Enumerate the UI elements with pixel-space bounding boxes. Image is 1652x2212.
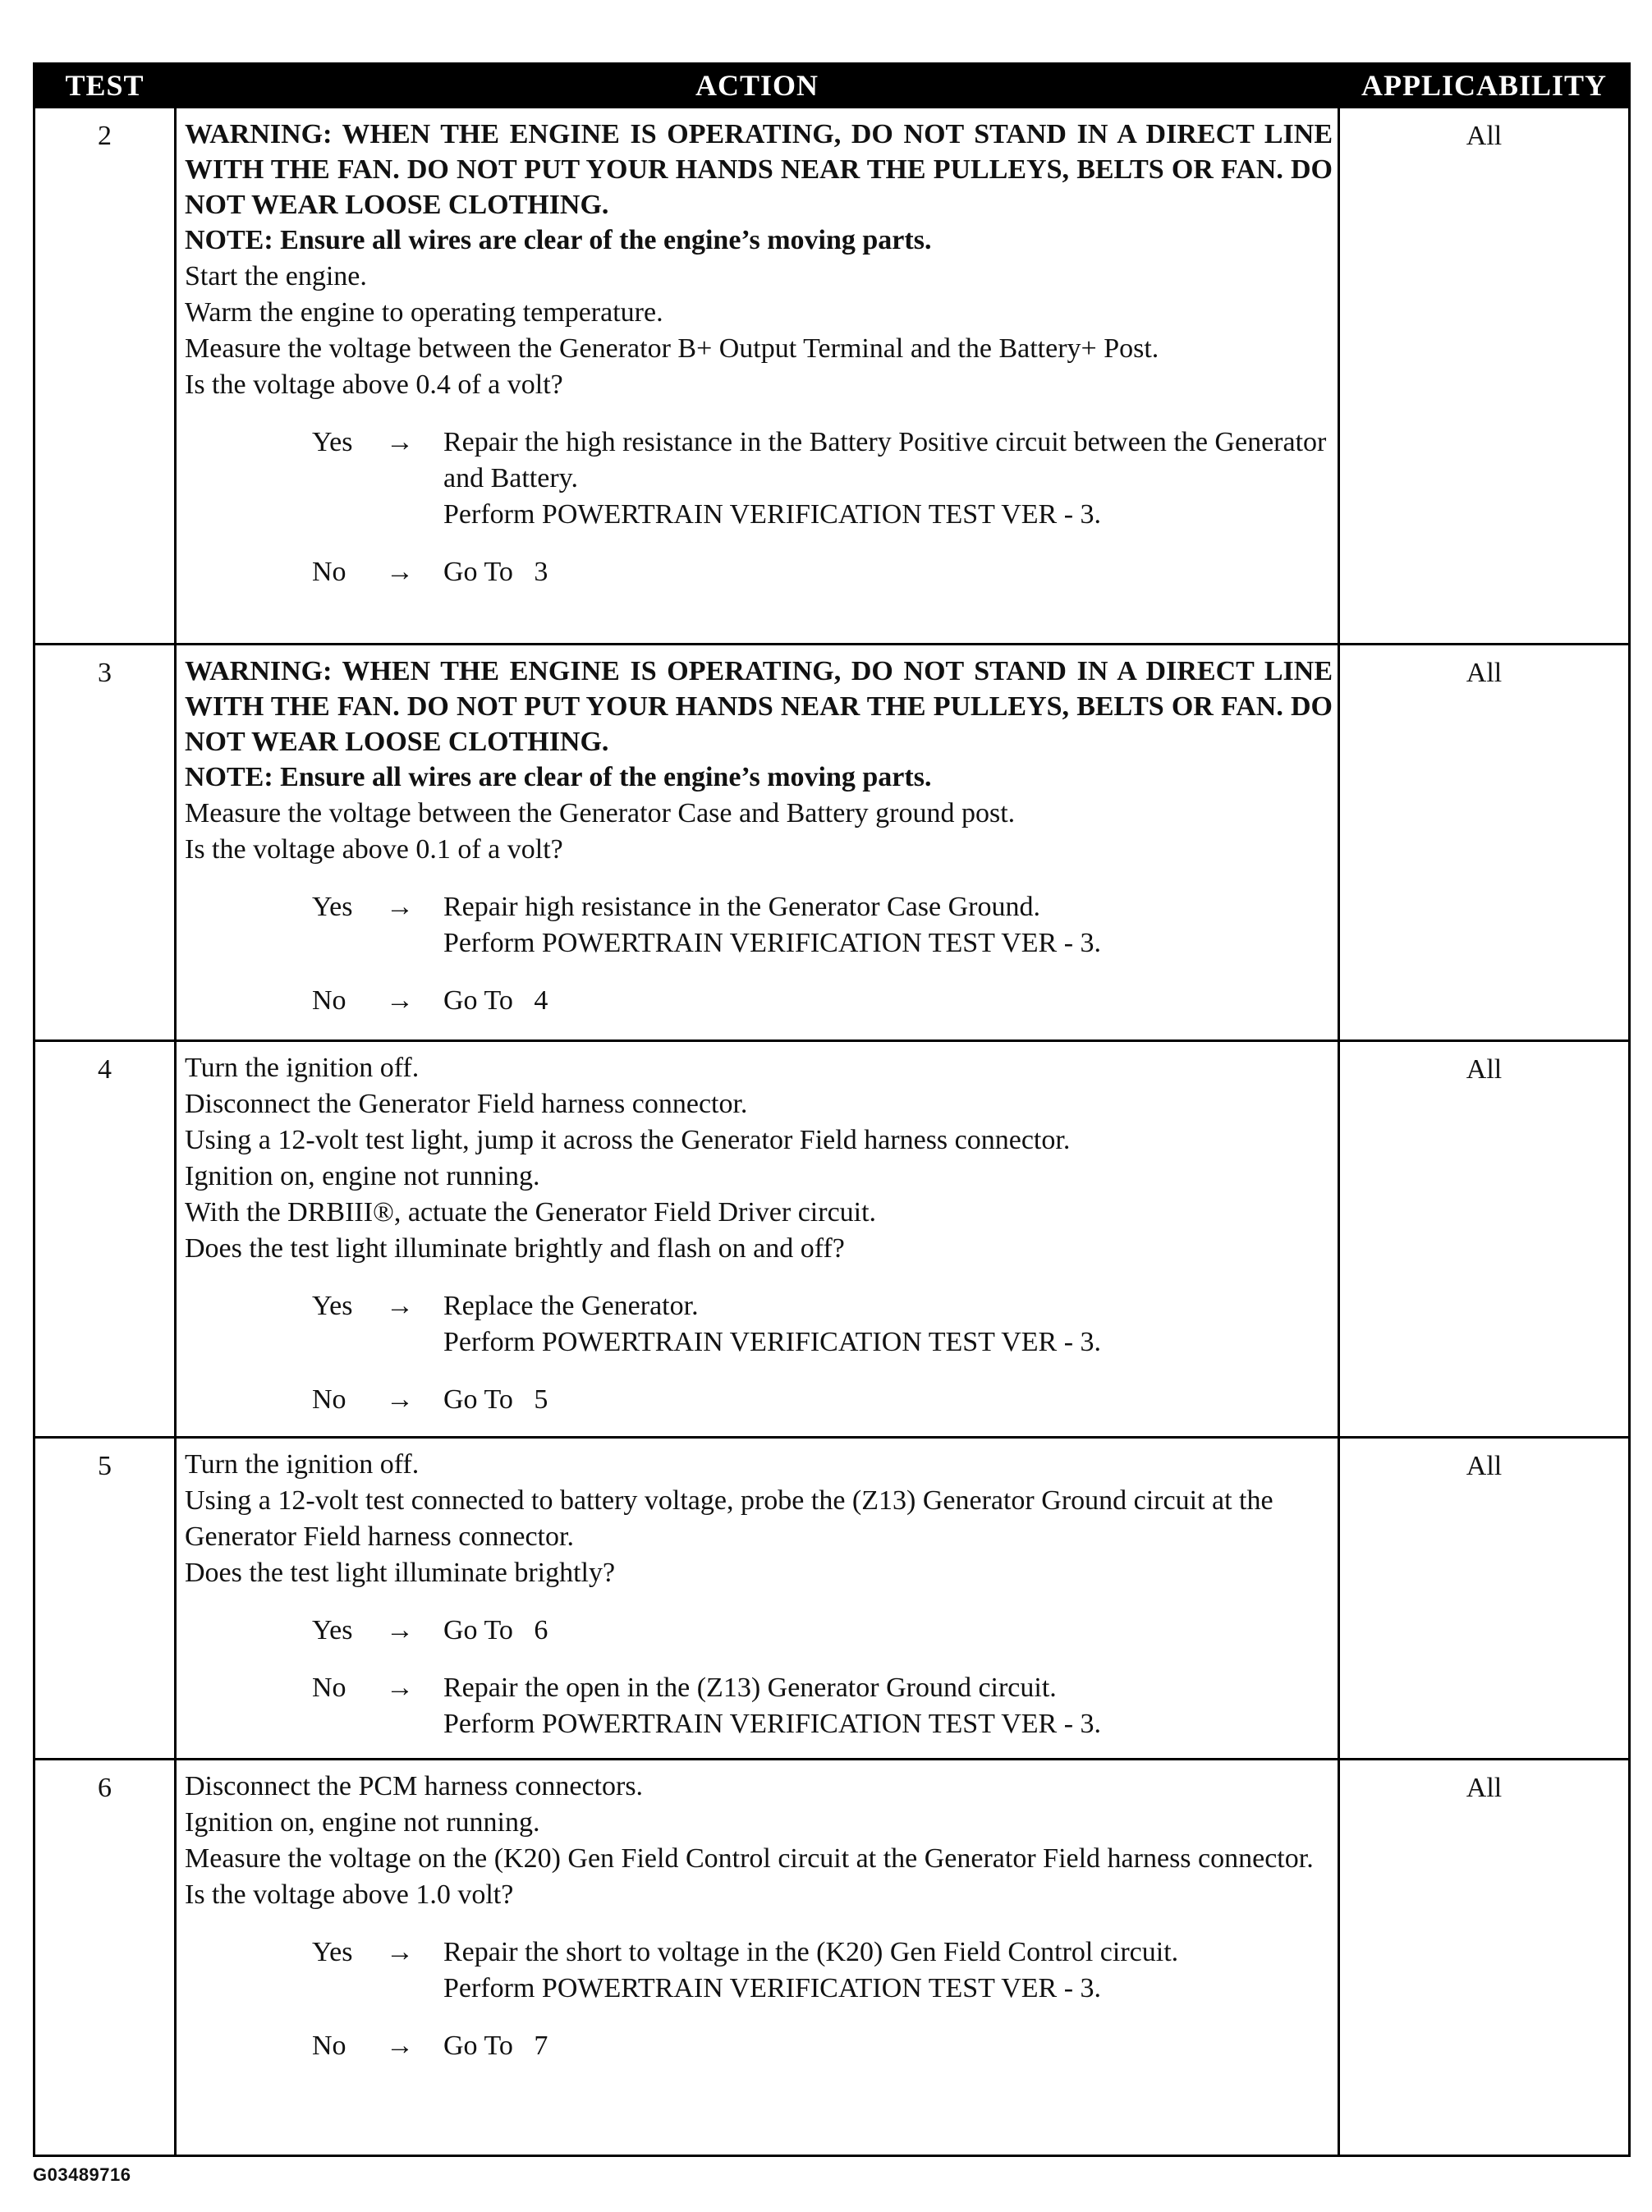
answer-no — [185, 1382, 1333, 1418]
test-number: 5 — [34, 1438, 176, 1760]
arrow-right-icon: → — [386, 985, 414, 1016]
answer-label: No — [312, 2031, 346, 2061]
answer-line: Go To 6 — [443, 1615, 548, 1645]
answer-no — [185, 554, 1333, 590]
test-number: 2 — [34, 108, 176, 645]
step-text: Is the voltage above 1.0 volt? — [185, 1879, 514, 1910]
step-text: Ignition on, engine not running. — [185, 1807, 540, 1838]
answer-label: Yes — [312, 892, 353, 922]
answer-line: Perform POWERTRAIN VERIFICATION TEST VER - 3. — [443, 1327, 1102, 1357]
answer-line: Repair the short to voltage in the (K20) Gen Field Control circuit. — [443, 1937, 1179, 1967]
applicability-value: All — [1339, 1438, 1630, 1760]
step-text: Turn the ignition off. — [185, 1449, 420, 1480]
answer-body — [443, 889, 1333, 961]
arrow-right-icon: → — [386, 2031, 414, 2061]
step-text: Measure the voltage between the Generator B+ Output Terminal and the Battery+ Post. — [185, 333, 1159, 364]
header-action: ACTION — [176, 64, 1339, 108]
table-row — [34, 1438, 1630, 1760]
action-cell — [176, 645, 1339, 1041]
answer-label: No — [312, 1384, 346, 1415]
table-row — [34, 1760, 1630, 2156]
answer-label: No — [312, 1673, 346, 1703]
action-cell — [176, 108, 1339, 645]
answer-line: Go To 7 — [443, 2031, 548, 2061]
answer-label: Yes — [312, 1615, 353, 1645]
warning-text: WARNING: WHEN THE ENGINE IS OPERATING, DO NOT STAND IN A DIRECT LINE WITH THE FAN. DO NOT PUT YOUR HANDS NEAR THE PULLEYS, BELTS OR FAN. DO NOT WEAR LOOSE CLOTHING. — [185, 119, 1333, 220]
step-text: Ignition on, engine not running. — [185, 1161, 540, 1191]
table-row — [34, 1041, 1630, 1438]
step-text: With the DRBIII®, actuate the Generator Field Driver circuit. — [185, 1197, 877, 1228]
arrow-right-icon: → — [386, 1384, 414, 1415]
answer-label: Yes — [312, 427, 353, 457]
answer-line: Perform POWERTRAIN VERIFICATION TEST VER - 3. — [443, 1973, 1102, 2003]
answer-body — [443, 1382, 1333, 1418]
header-applicability: APPLICABILITY — [1339, 64, 1630, 108]
answer-line: Go To 4 — [443, 985, 548, 1016]
answer-body — [443, 1934, 1333, 2007]
figure-code: G03489716 — [33, 2164, 131, 2185]
answer-yes — [185, 425, 1333, 533]
diagnostic-table — [33, 62, 1631, 2157]
step-text: Turn the ignition off. — [185, 1053, 420, 1083]
step-text: Is the voltage above 0.4 of a volt? — [185, 369, 563, 400]
arrow-right-icon: → — [386, 1291, 414, 1321]
answer-body — [443, 1670, 1333, 1742]
arrow-right-icon: → — [386, 1615, 414, 1645]
test-number: 4 — [34, 1041, 176, 1438]
step-text: Disconnect the PCM harness connectors. — [185, 1771, 644, 1801]
arrow-right-icon: → — [386, 1673, 414, 1703]
warning-text: WARNING: WHEN THE ENGINE IS OPERATING, DO NOT STAND IN A DIRECT LINE WITH THE FAN. DO NOT PUT YOUR HANDS NEAR THE PULLEYS, BELTS OR FAN. DO NOT WEAR LOOSE CLOTHING. — [185, 656, 1333, 757]
applicability-value: All — [1339, 108, 1630, 645]
answer-body — [443, 554, 1333, 590]
answer-yes — [185, 889, 1333, 961]
answer-line: Repair the high resistance in the Battery Positive circuit between the Generator and Battery. — [443, 427, 1333, 493]
answer-body — [443, 1288, 1333, 1361]
step-text: Start the engine. — [185, 261, 367, 291]
step-text: Warm the engine to operating temperature. — [185, 297, 663, 328]
answer-line: Repair the open in the (Z13) Generator Ground circuit. — [443, 1673, 1057, 1703]
answer-body — [443, 983, 1333, 1019]
answer-line: Perform POWERTRAIN VERIFICATION TEST VER - 3. — [443, 499, 1102, 530]
answer-line: Replace the Generator. — [443, 1291, 699, 1321]
table-body — [34, 108, 1630, 2156]
note-text: NOTE: Ensure all wires are clear of the engine’s moving parts. — [185, 225, 932, 255]
applicability-value: All — [1339, 1041, 1630, 1438]
step-text: Disconnect the Generator Field harness connector. — [185, 1089, 748, 1119]
header-test: TEST — [34, 64, 176, 108]
answer-line: Perform POWERTRAIN VERIFICATION TEST VER - 3. — [443, 1709, 1102, 1739]
test-number: 3 — [34, 645, 176, 1041]
answer-label: Yes — [312, 1937, 353, 1967]
table-row — [34, 108, 1630, 645]
step-text: Measure the voltage between the Generator Case and Battery ground post. — [185, 798, 1016, 828]
arrow-right-icon: → — [386, 427, 414, 457]
arrow-right-icon: → — [386, 1937, 414, 1967]
answer-yes — [185, 1613, 1333, 1649]
step-text: Using a 12-volt test connected to battery voltage, probe the (Z13) Generator Ground circuit at the Generator Field harness connector. — [185, 1485, 1273, 1552]
answer-yes — [185, 1934, 1333, 2007]
applicability-value: All — [1339, 645, 1630, 1041]
answer-no — [185, 1670, 1333, 1742]
table-header-row — [34, 64, 1630, 108]
answer-no — [185, 2028, 1333, 2064]
step-text: Does the test light illuminate brightly and flash on and off? — [185, 1233, 845, 1264]
answer-no — [185, 983, 1333, 1019]
answer-body — [443, 1613, 1333, 1649]
answer-label: No — [312, 985, 346, 1016]
answer-label: No — [312, 557, 346, 587]
test-number: 6 — [34, 1760, 176, 2156]
answer-line: Go To 3 — [443, 557, 548, 587]
answer-body — [443, 2028, 1333, 2064]
action-cell — [176, 1041, 1339, 1438]
answer-line: Repair high resistance in the Generator Case Ground. — [443, 892, 1040, 922]
step-text: Is the voltage above 0.1 of a volt? — [185, 834, 563, 865]
answer-line: Go To 5 — [443, 1384, 548, 1415]
note-text: NOTE: Ensure all wires are clear of the engine’s moving parts. — [185, 762, 932, 792]
answer-line: Perform POWERTRAIN VERIFICATION TEST VER - 3. — [443, 928, 1102, 958]
step-text: Measure the voltage on the (K20) Gen Field Control circuit at the Generator Field harness connector. — [185, 1843, 1314, 1874]
step-text: Using a 12-volt test light, jump it across the Generator Field harness connector. — [185, 1125, 1071, 1155]
arrow-right-icon: → — [386, 557, 414, 587]
answer-yes — [185, 1288, 1333, 1361]
action-cell — [176, 1760, 1339, 2156]
table-row — [34, 645, 1630, 1041]
answer-body — [443, 425, 1333, 533]
answer-label: Yes — [312, 1291, 353, 1321]
action-cell — [176, 1438, 1339, 1760]
arrow-right-icon: → — [386, 892, 414, 922]
applicability-value: All — [1339, 1760, 1630, 2156]
step-text: Does the test light illuminate brightly? — [185, 1558, 616, 1588]
